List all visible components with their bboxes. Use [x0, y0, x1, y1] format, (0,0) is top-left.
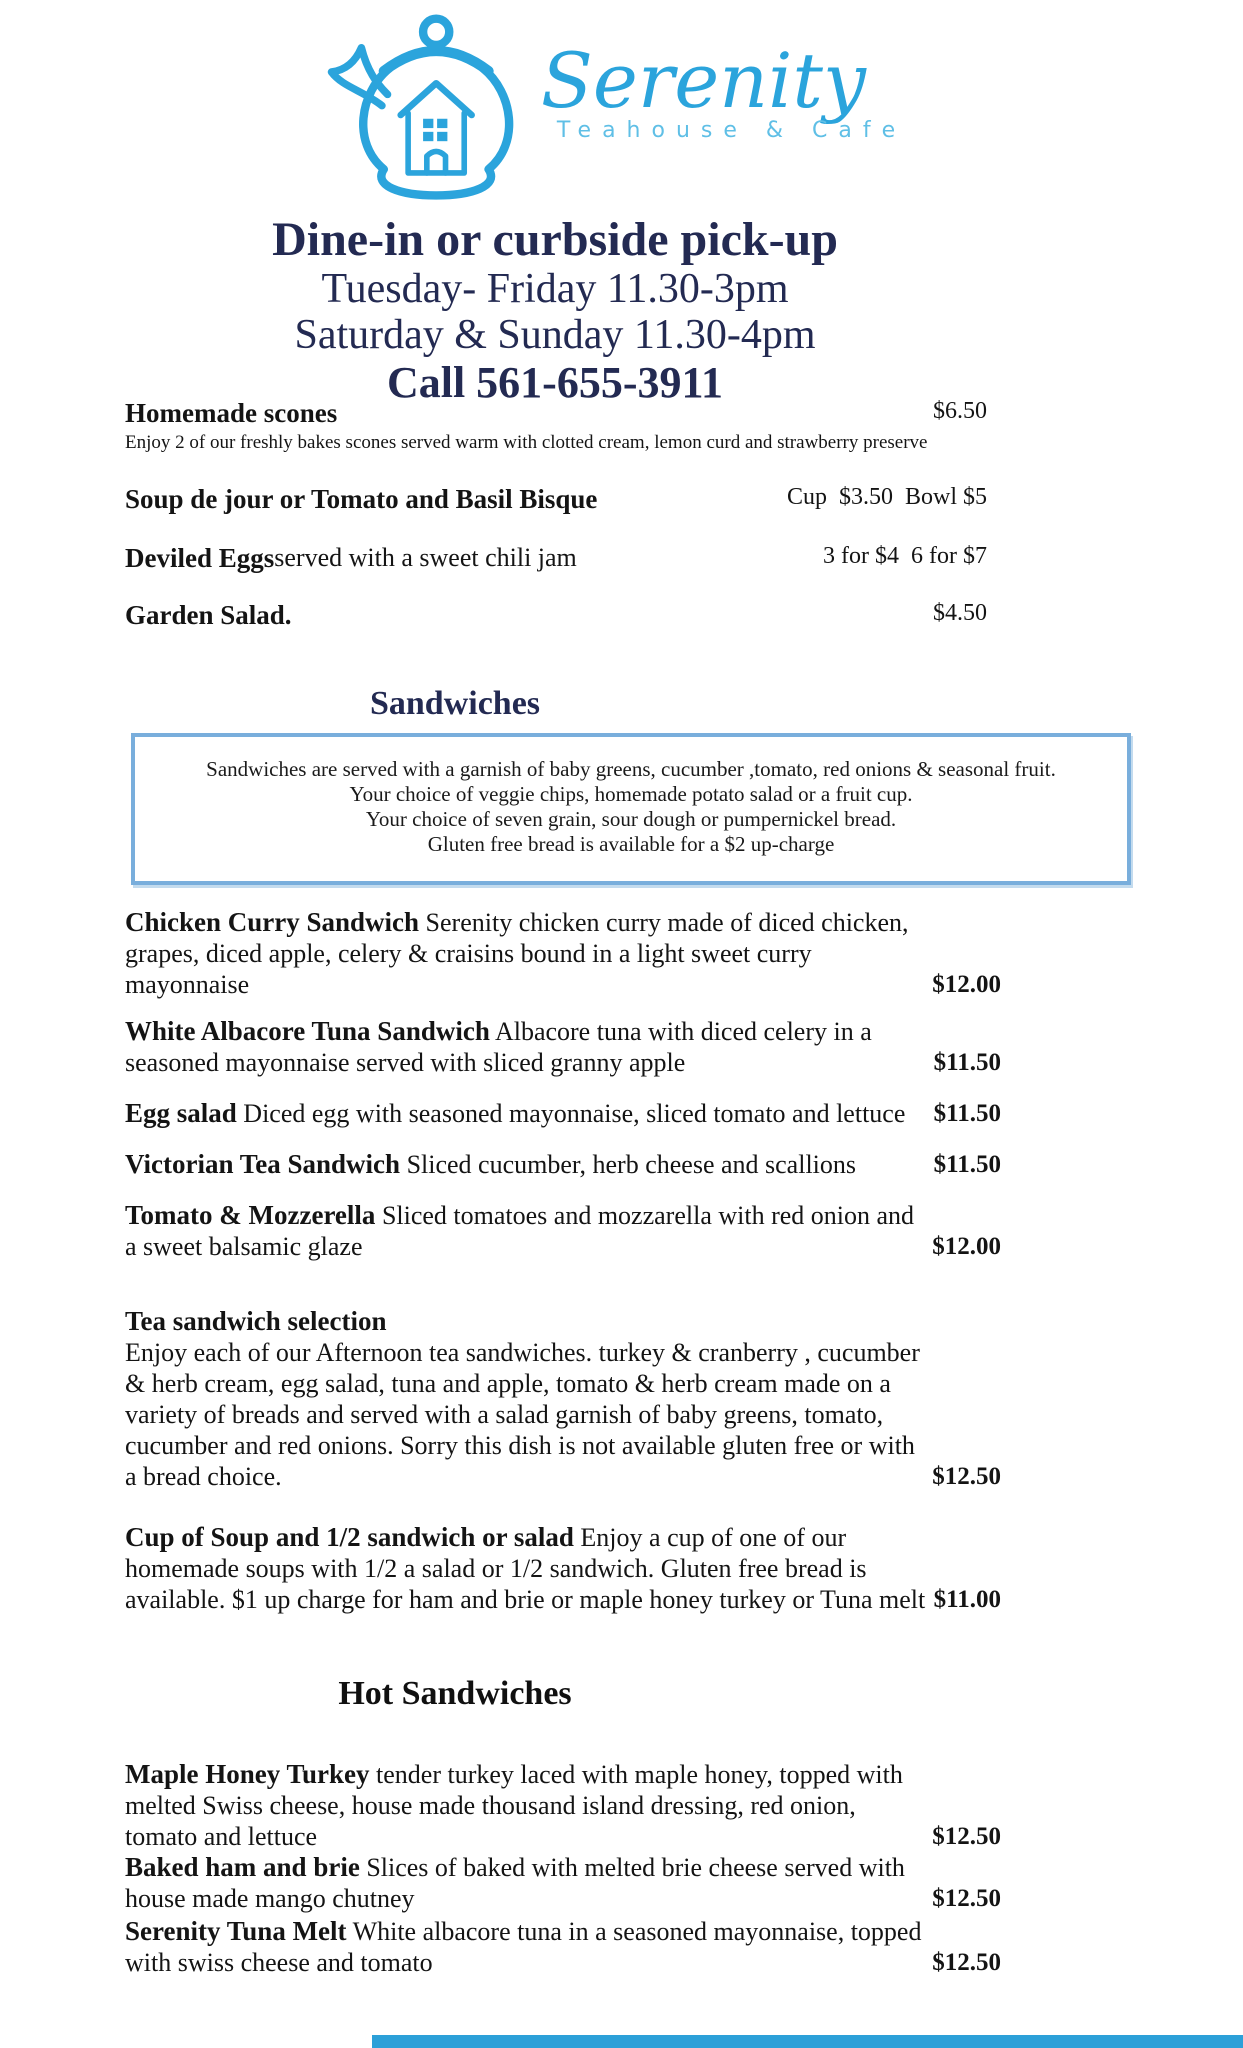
item-description: Sliced cucumber, herb cheese and scallions	[406, 1150, 857, 1179]
item-description: Enjoy each of our Afternoon tea sandwiches. turkey & cranberry , cucumber & herb cream, egg salad, tuna and apple, tomato & herb cream made on a variety of breads and served with a salad garnish of baby greens, tomato, cucumber and red onions. Sorry this dish is not available gluten free or with a bread choice.	[125, 1338, 920, 1491]
item-text	[125, 1149, 926, 1180]
item-text	[125, 1200, 924, 1262]
menu-item-tomato-mozzerella	[125, 1200, 1015, 1262]
logo	[120, 10, 1110, 212]
item-description: Diced egg with seasoned mayonnaise, sliced tomato and lettuce	[243, 1099, 906, 1128]
item-price: $11.00	[933, 1586, 1001, 1613]
starters-section	[125, 398, 1015, 631]
item-name: Baked ham and brie	[125, 1852, 360, 1882]
item-description: Enjoy a cup of one of our homemade soups with 1/2 a salad or 1/2 sandwich. Gluten free bread is available. $1 up charge for ham and brie or maple honey turkey or Tuna melt	[125, 1523, 926, 1614]
item-price: $12.00	[932, 1233, 1001, 1260]
hours-line-1: Tuesday- Friday 11.30-3pm	[321, 266, 789, 312]
menu-item-chicken-curry	[125, 907, 1015, 1000]
item-name: Tea sandwich selection	[125, 1306, 387, 1336]
menu-item-garden-salad	[125, 600, 1015, 631]
item-price: $12.00	[932, 971, 1001, 998]
item-price: $11.50	[933, 1151, 1001, 1178]
note-line: Your choice of seven grain, sour dough or pumpernickel bread.	[365, 807, 897, 831]
menu-item-victorian-tea	[125, 1149, 1015, 1180]
item-price: $12.50	[932, 1463, 1001, 1490]
item-price: $12.50	[932, 1949, 1001, 1976]
item-text	[125, 1016, 926, 1078]
menu-item-egg-salad	[125, 1098, 1015, 1129]
item-description: served with a sweet chili jam	[274, 543, 577, 572]
item-name: Homemade scones	[125, 398, 338, 428]
item-price: $4.50	[933, 600, 987, 626]
item-name: Victorian Tea Sandwich	[125, 1149, 401, 1179]
item-name: Deviled Eggs	[125, 543, 275, 573]
item-name: White Albacore Tuna Sandwich	[125, 1016, 490, 1046]
item-price: $11.50	[933, 1100, 1001, 1127]
item-price: $12.50	[932, 1885, 1001, 1912]
item-price: 3 for $4 6 for $7	[823, 543, 987, 569]
item-text	[125, 1759, 924, 1852]
menu-item-albacore-tuna	[125, 1016, 1015, 1078]
note-line: Gluten free bread is available for a $2 up-charge	[427, 832, 835, 856]
logo-tagline: Teahouse & Cafe	[556, 118, 907, 143]
note-line: Your choice of veggie chips, homemade potato salad or a fruit cup.	[349, 782, 913, 806]
item-description: Sliced tomatoes and mozzarella with red onion and a sweet balsamic glaze	[125, 1201, 915, 1261]
menu-item-baked-ham-and-brie	[125, 1852, 1015, 1914]
sandwiches-note-box	[131, 733, 1131, 885]
menu-item-soup-de-jour	[125, 484, 1015, 515]
item-text	[125, 1098, 926, 1129]
item-price: $6.50	[933, 398, 987, 424]
menu-item-cup-of-soup-half-sandwich	[125, 1522, 1015, 1615]
teapot-house-icon	[324, 10, 539, 206]
hot-sandwiches-section-title: Hot Sandwiches	[338, 1675, 572, 1712]
menu-content	[125, 398, 1056, 1978]
item-name: Egg salad	[125, 1098, 237, 1128]
hours-line-2: Saturday & Sunday 11.30-4pm	[294, 312, 816, 358]
note-line: Sandwiches are served with a garnish of baby greens, cucumber ,tomato, red onions & seasonal fruit.	[206, 757, 1056, 781]
item-description: Serenity chicken curry made of diced chicken, grapes, diced apple, celery & craisins bound in a light sweet curry mayonnaise	[125, 908, 909, 999]
item-name: Soup de jour or Tomato and Basil Bisque	[125, 484, 598, 514]
item-name: Cup of Soup and 1/2 sandwich or salad	[125, 1522, 574, 1552]
bottom-decoration-bar	[372, 2035, 1243, 2048]
item-price: Cup $3.50 Bowl $5	[786, 484, 987, 510]
item-name: Maple Honey Turkey	[125, 1759, 370, 1789]
logo-wordmark: Serenity	[540, 36, 866, 125]
menu-item-deviled-eggs	[125, 543, 1015, 574]
item-name: Garden Salad.	[125, 600, 292, 630]
phone-line: Call 561-655-3911	[386, 358, 724, 407]
menu-item-tea-sandwich-selection	[125, 1306, 1015, 1492]
item-description: Slices of baked with melted brie cheese served with house made mango chutney	[125, 1853, 905, 1913]
menu-item-serenity-tuna-melt	[125, 1916, 1015, 1978]
item-description: Albacore tuna with diced celery in a seasoned mayonnaise served with sliced granny apple	[125, 1017, 872, 1077]
item-description: tender turkey laced with maple honey, topped with melted Swiss cheese, house made thousand island dressing, red onion, tomato and lettuce	[125, 1760, 903, 1851]
item-price: $11.50	[933, 1049, 1001, 1076]
item-description: Enjoy 2 of our freshly bakes scones served warm with clotted cream, lemon curd and strawberry preserve	[125, 432, 928, 453]
item-price: $12.50	[932, 1823, 1001, 1850]
item-text	[125, 1916, 924, 1978]
menu-item-maple-honey-turkey	[125, 1759, 1015, 1852]
menu-header	[0, 0, 1110, 406]
item-name: Chicken Curry Sandwich	[125, 907, 420, 937]
header-title: Dine-in or curbside pick-up	[272, 213, 838, 266]
item-name: Tomato & Mozzerella	[125, 1200, 376, 1230]
item-text	[125, 1306, 924, 1492]
sandwiches-section-title: Sandwiches	[369, 685, 541, 722]
item-text	[125, 907, 924, 1000]
item-text	[125, 1852, 924, 1914]
item-name: Serenity Tuna Melt	[125, 1916, 347, 1946]
logo-text	[541, 10, 906, 143]
item-text	[125, 1522, 926, 1615]
item-description: White albacore tuna in a seasoned mayonnaise, topped with swiss cheese and tomato	[125, 1917, 922, 1977]
